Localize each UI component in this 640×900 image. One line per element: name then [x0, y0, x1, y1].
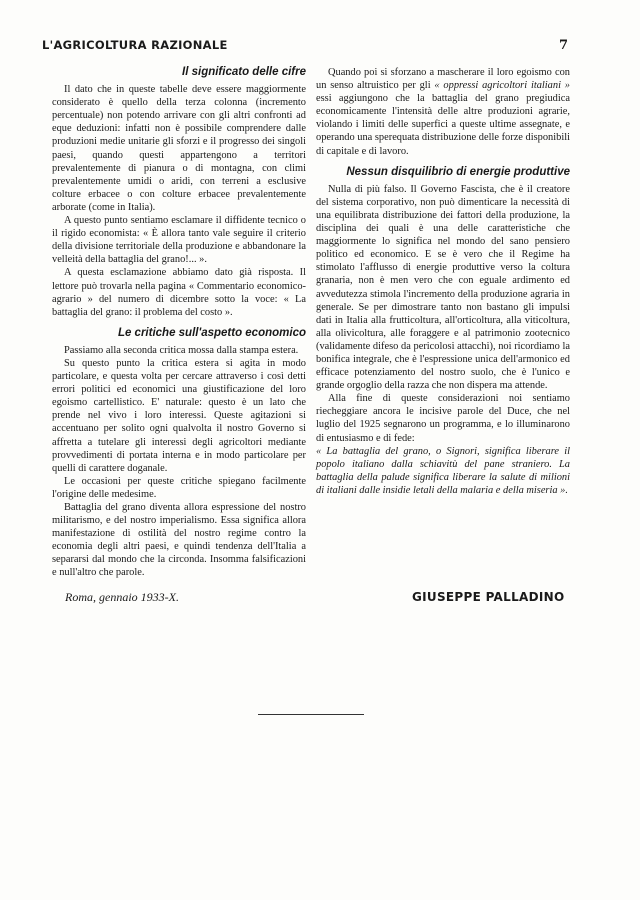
page-number: 7 — [558, 38, 568, 53]
paragraph: Passiamo alla seconda critica mossa dalla stampa estera. — [64, 344, 299, 356]
end-rule — [258, 714, 364, 715]
paragraph: Il dato che in queste tabelle deve essere maggiormente considerato è quello della terza colonna (incremento percentuale) non potendo arrivare con gli altri confronti ad eque deduzioni: infatti non è possibile comprendere dalle produzioni medie unitarie gli sforzi e il progresso dei singoli paesi, quando questi appartengono a territori prevalentemente di pianura o di montagna, con climi prevalentemente umidi o aridi, con terreni a esclusive colture erbacee o con colture erbacee prevalentemente arborate (come in Italia). — [52, 84, 306, 213]
section-title-significato: Il significato delle cifre — [182, 66, 306, 78]
paragraph: A questa esclamazione abbiamo dato già risposta. Il lettore può trovarla nella pagina « Commentario economico-agrario » del numero di dicembre sotto la voce: « La battaglia del grano: il problema del costo ». — [52, 267, 306, 318]
paragraph: Alla fine di queste considerazioni noi sentiamo riecheggiare ancora le incisive parole del Duce, che nel luglio del 1925 segnarono un programma, e lo illuminarono di entusiasmo e di fede: — [316, 393, 570, 444]
paragraph: A questo punto sentiamo esclamare il diffidente tecnico o il rigido economista: « È allora tanto vale seguire il criterio della divisione territoriale della produzione e abbandonare la velleità della battaglia del grano!... ». — [52, 215, 306, 266]
paragraph: Le occasioni per queste critiche spiegano facilmente l'origine delle medesime. — [52, 475, 306, 500]
paragraph: Battaglia del grano diventa allora espressione del nostro militarismo, e del nostro imperialismo. Essa significa allora manifestazione di ostilità del nostro regime contro la economia degli altri paesi, e quindi tendenza dell'Italia a separarsi dal mondo che la circonda. Insomma falsificazioni e null'altro che parole. — [52, 502, 306, 579]
paragraph: Nulla di più falso. Il Governo Fascista, che è il creatore del sistema corporativo, non può dimenticare la necessità di una equilibrata distribuzione dei fattori della produzione, la disciplina dei quali è una delle caratteristiche che maggiormente lo significa nel mondo del sano pensiero politico ed economico. E se è vero che il Regime ha stimolato l'afflusso di energie produttive verso la coltura granaria, non è men vero che con eguale ardimento ed avvedutezza stimola l'incremento della produzione agraria in generale. Se per dimostrare tanto non bastano gli impulsi dati in Italia alla frutticoltura, all'orticoltura, alla viticoltura, alla olivicoltura, alle foraggere e al patrimonio zootecnico (validamente difeso da pericolosi attacchi), noi ricordiamo la bonifica integrale, che è l'espressione unica dell'armonico ed efficace potenziamento del nostro suolo, che è l'unico e grande orgoglio della razza che non dispera ma attende. — [316, 183, 570, 392]
running-title: L'AGRICOLTURA RAZIONALE — [42, 38, 228, 52]
author-signature: GIUSEPPE PALLADINO — [412, 590, 565, 604]
section-title-critiche: Le critiche sull'aspetto economico — [117, 326, 306, 339]
duce-quote — [316, 445, 570, 497]
dateline: Roma, gennaio 1933-X. — [65, 590, 179, 604]
right-column — [316, 66, 570, 497]
paragraph: Su questo punto la critica estera si agita in modo particolare, e questa volta per cercare attraverso i così detti errori politici ed economici una giustificazione del loro egoismo cartellistico. E' naturale: questo è un lato che prende nel vivo i loro interessi. Queste agitazioni si accentuano per solito ogni qualvolta il nostro Governo si affretta a tutelare gli interessi degli agricoltori mediante provvedimenti di portata interna e in modo particolare per quelli di carattere doganale. — [52, 357, 306, 474]
section-title-disquilibrio: Nessun disquilibrio di energie produttive — [346, 165, 570, 178]
paragraph-text: Quando poi si sforzano a mascherare il loro egoismo con un senso altruistico per gli — [316, 67, 570, 92]
left-column — [52, 66, 306, 580]
paragraph-text: essi aggiungono che la battaglia del grano pregiudica economicamente l'intensità delle altre produzioni agrarie, violando i limiti delle superfici a queste ultime assegnate, e operando una sperequata distribuzione delle forze disponibili di capitale e di lavoro. — [316, 93, 570, 157]
quoted-phrase: « oppressi agricoltori italiani » — [434, 80, 570, 92]
paragraph — [316, 66, 570, 158]
quote-text: « La battaglia del grano, o Signori, significa liberare il popolo italiano dalla schiavitù del pane straniero. La battaglia della palude significa liberare la salute di milioni di italiani dalle insidie letali della malaria e della miseria ». — [316, 445, 570, 496]
